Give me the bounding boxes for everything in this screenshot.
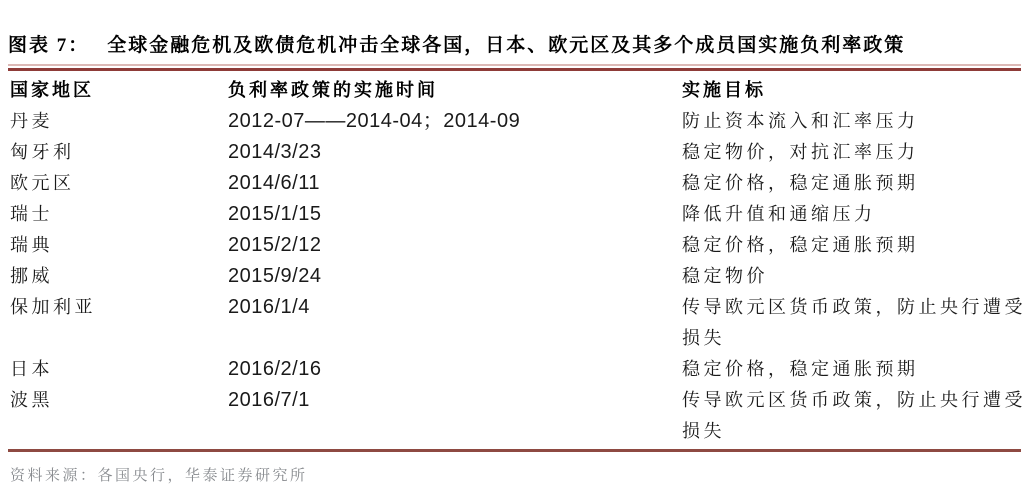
time-cell: 2014/3/23 [228, 141, 322, 163]
goal-cell: 降低升值和通缩压力 [682, 204, 876, 224]
figure-title-text: 全球金融危机及欧债危机冲击全球各国，日本、欧元区及其多个成员国实施负利率政策 [107, 35, 906, 56]
goal-cell: 传导欧元区货币政策，防止央行遭受损失 [682, 297, 1026, 348]
goal-cell: 稳定物价，对抗汇率压力 [682, 142, 919, 162]
header-implementation-time: 负利率政策的实施时间 [228, 80, 438, 100]
time-cell: 2016/1/4 [228, 296, 310, 318]
title-divider-dark-line [8, 68, 1021, 71]
time-cell: 2014/6/11 [228, 172, 320, 194]
table-row [10, 354, 1031, 385]
time-cell: 2012-07——2014-04；2014-09 [228, 110, 521, 132]
region-cell: 保加利亚 [10, 297, 96, 317]
table-row [10, 261, 1031, 292]
region-cell: 日本 [10, 359, 53, 379]
table-header-row [10, 75, 1031, 106]
time-cell: 2015/2/12 [228, 234, 322, 256]
region-cell: 丹麦 [10, 111, 53, 131]
header-goal: 实施目标 [682, 80, 766, 100]
region-cell: 瑞士 [10, 204, 53, 224]
time-cell: 2015/1/15 [228, 203, 322, 225]
table-row [10, 106, 1031, 137]
figure-number-label: 图表 7： [8, 35, 90, 56]
table-row [10, 292, 1031, 354]
negative-rate-policy-table [10, 75, 1031, 447]
time-cell: 2016/2/16 [228, 358, 322, 380]
time-cell: 2015/9/24 [228, 265, 322, 287]
goal-cell: 稳定价格，稳定通胀预期 [682, 235, 919, 255]
table-row [10, 168, 1031, 199]
region-cell: 挪威 [10, 266, 53, 286]
title-divider-light-line [8, 64, 1021, 66]
goal-cell: 传导欧元区货币政策，防止央行遭受损失 [682, 390, 1026, 441]
goal-cell: 稳定价格，稳定通胀预期 [682, 359, 919, 379]
source-note: 资料来源：各国央行，华泰证券研究所 [10, 468, 308, 484]
title-divider [8, 64, 1021, 71]
region-cell: 瑞典 [10, 235, 53, 255]
goal-cell: 防止资本流入和汇率压力 [682, 111, 919, 131]
table-row [10, 199, 1031, 230]
table-bottom-divider [8, 449, 1021, 452]
table-row [10, 137, 1031, 168]
region-cell: 匈牙利 [10, 142, 75, 162]
header-region: 国家地区 [10, 80, 94, 100]
figure-title [8, 30, 1021, 57]
goal-cell: 稳定价格，稳定通胀预期 [682, 173, 919, 193]
table-row [10, 230, 1031, 261]
region-cell: 欧元区 [10, 173, 75, 193]
region-cell: 波黑 [10, 390, 53, 410]
time-cell: 2016/7/1 [228, 389, 310, 411]
table-row [10, 385, 1031, 447]
goal-cell: 稳定物价 [682, 266, 768, 286]
